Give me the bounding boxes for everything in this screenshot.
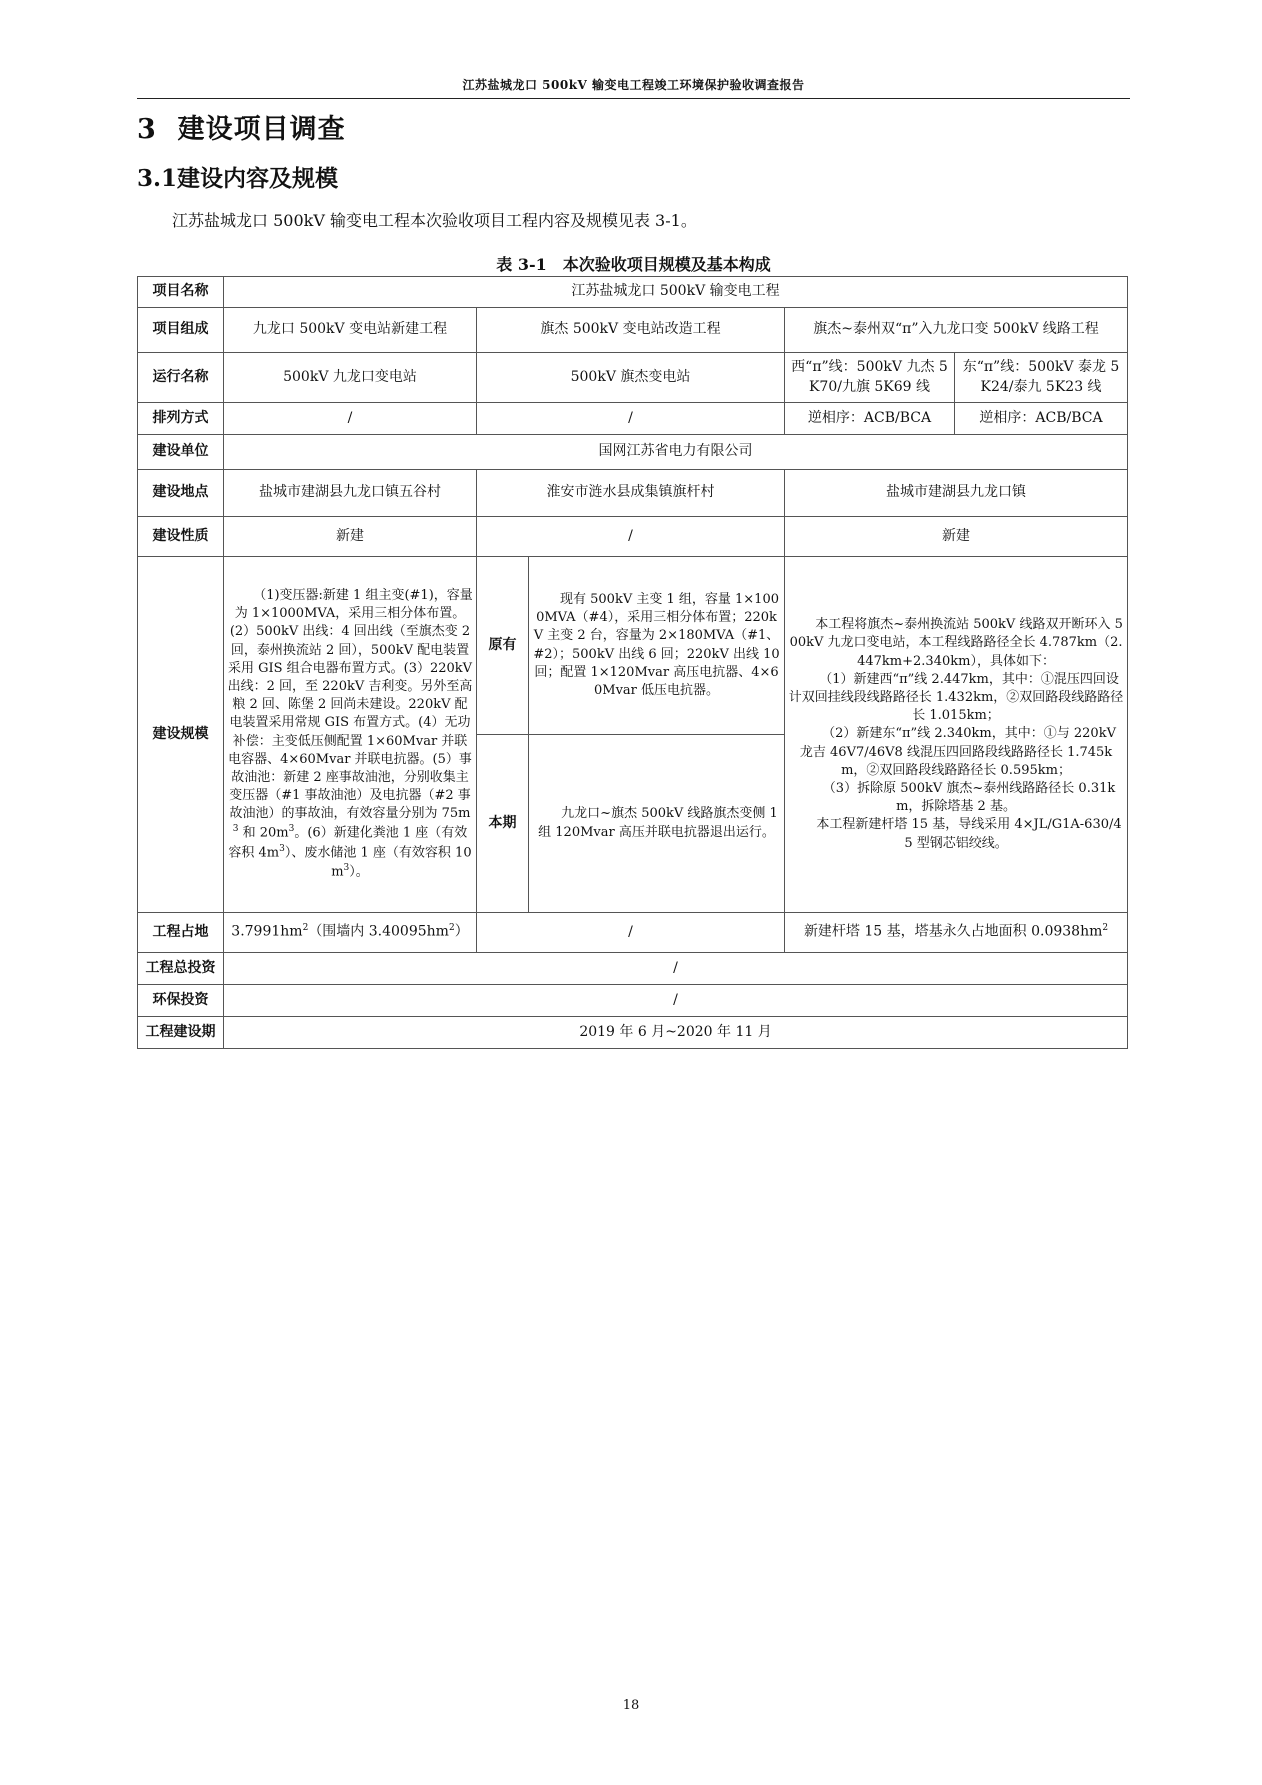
table-cell: 新建 [224, 517, 477, 557]
subsection-heading [137, 160, 338, 193]
cell-text: （围墙内 3.40095hm [308, 924, 449, 941]
new-substation-scale [224, 557, 477, 913]
cell-text: 新建杆塔 15 基，塔基永久占地面积 0.0938hm [803, 924, 1103, 941]
table-cell: 盐城市建湖县九龙口镇 [785, 470, 1128, 517]
superscript: 3 [288, 824, 295, 835]
superscript: 2 [1102, 923, 1109, 934]
table-caption: 表 3-1 本次验收项目规模及基本构成 [496, 255, 771, 274]
line-project-scale [785, 557, 1128, 913]
row-label: 工程建设期 [138, 1017, 224, 1049]
table-cell: / [224, 985, 1128, 1017]
superscript: 3 [343, 863, 350, 874]
row-label: 项目组成 [138, 308, 224, 353]
table-cell: 逆相序：ACB/BCA [785, 403, 955, 435]
project-name-value: 江苏盐城龙口 500kV 输变电工程 [224, 277, 1128, 308]
table-cell: 西“π”线：500kV 九杰 5K70/九旗 5K69 线 [785, 353, 955, 403]
table-cell: 九龙口 500kV 变电站新建工程 [224, 308, 477, 353]
cell-text: 3.7991hm [231, 924, 303, 941]
table-row [138, 308, 1128, 353]
scale-text: （2）新建东“π”线 2.340km，其中：①与 220kV 龙吉 46V7/46V8 线混压四回路段线路路径长 1.745km，②双回路段线路路径长 0.595km； [799, 726, 1116, 778]
running-header: 江苏盐城龙口 500kV 输变电工程竣工环境保护验收调查报告 [462, 78, 805, 92]
table-cell: 东“π”线：500kV 泰龙 5K24/泰九 5K23 线 [955, 353, 1128, 403]
table-row [138, 435, 1128, 470]
existing-scale [529, 557, 785, 735]
row-label: 排列方式 [138, 403, 224, 435]
intro-paragraph: 江苏盐城龙口 500kV 输变电工程本次验收项目工程内容及规模见表 3-1。 [172, 211, 697, 230]
table-cell: 500kV 九龙口变电站 [224, 353, 477, 403]
scale-text: （1）新建西“π”线 2.447km，其中：①混压四回设计双回挂线段线路路径长 1.432km，②双回路段线路路径长 1.015km； [788, 671, 1124, 724]
table-cell: / [224, 953, 1128, 985]
scale-text: ）。 [349, 864, 369, 880]
scale-text: （3）拆除原 500kV 旗杰~泰州线路路径长 0.31km，拆除塔基 2 基。 [822, 780, 1116, 815]
scale-text: 本工程将旗杰~泰州换流站 500kV 线路双开断环入 500kV 九龙口变电站，本工程线路路径全长 4.787km（2.447km+2.340km），具体如下： [789, 617, 1123, 669]
section-number: 3 [137, 114, 157, 145]
project-scale-table [137, 276, 1128, 1049]
row-label: 建设地点 [138, 470, 224, 517]
current-label: 本期 [477, 735, 529, 913]
row-label: 环保投资 [138, 985, 224, 1017]
section-heading [137, 107, 346, 146]
table-cell: / [477, 403, 785, 435]
table-row [138, 557, 1128, 735]
table-cell [785, 913, 1128, 953]
table-cell: 500kV 旗杰变电站 [477, 353, 785, 403]
superscript: 3 [232, 824, 239, 835]
subsection-number: 3.1 [137, 165, 178, 192]
table-cell: 盐城市建湖县九龙口镇五谷村 [224, 470, 477, 517]
cell-text: ） [454, 924, 469, 941]
scale-text: ）、废水储池 1 座（有效容积 10m [284, 845, 472, 880]
scale-text: 现有 500kV 主变 1 组，容量 1×1000MVA（#4），采用三相分体布置；220kV 主变 2 台，容量为 2×180MVA（#1、#2）；500kV 出线 6 回；220kV 出线 10 回；配置 1×120Mvar 高压电抗器、4×60Mvar 低压电抗器。 [533, 591, 780, 698]
scale-text: 和 20m [238, 825, 289, 841]
table-row [138, 470, 1128, 517]
row-label: 建设单位 [138, 435, 224, 470]
table-row [138, 353, 1128, 403]
table-cell: 逆相序：ACB/BCA [955, 403, 1128, 435]
table-cell: 新建 [785, 517, 1128, 557]
table-row [138, 985, 1128, 1017]
row-label: 运行名称 [138, 353, 224, 403]
row-label: 工程总投资 [138, 953, 224, 985]
table-cell: 旗杰 500kV 变电站改造工程 [477, 308, 785, 353]
row-label: 工程占地 [138, 913, 224, 953]
superscript: 2 [448, 923, 455, 934]
row-label: 项目名称 [138, 277, 224, 308]
table-cell: 淮安市涟水县成集镇旗杆村 [477, 470, 785, 517]
table-row [138, 403, 1128, 435]
superscript: 2 [302, 923, 309, 934]
table-row [138, 517, 1128, 557]
scale-text: 本工程新建杆塔 15 基，导线采用 4×JL/G1A-630/45 型钢芯铝绞线。 [816, 817, 1122, 851]
table-row [138, 277, 1128, 308]
table-cell: 国网江苏省电力有限公司 [224, 435, 1128, 470]
scale-text: 九龙口~旗杰 500kV 线路旗杰变侧 1 组 120Mvar 高压并联电抗器退出运行。 [538, 806, 778, 840]
table-cell [224, 913, 477, 953]
section-title: 建设项目调查 [177, 114, 346, 145]
table-cell: / [477, 913, 785, 953]
table-cell: 2019 年 6 月~2020 年 11 月 [224, 1017, 1128, 1049]
superscript: 3 [279, 843, 285, 854]
existing-label: 原有 [477, 557, 529, 735]
row-label: 建设性质 [138, 517, 224, 557]
table-cell: 旗杰~泰州双“π”入九龙口变 500kV 线路工程 [785, 308, 1128, 353]
scale-text: （1)变压器:新建 1 组主变(#1)，容量为 1×1000MVA，采用三相分体布置。(2）500kV 出线：4 回出线（至旗杰变 2 回，泰州换流站 2 回），500kV 配电装置采用 GIS 组合电器布置方式。(3）220kV 出线：2 回，至 220kV 吉利变。另外至高粮 2 回、陈堡 2 回尚未建设。220kV 配电装置采用常规 GIS 布置方式。(4）无功补偿：主变低压侧配置 1×60Mvar 并联电容器、4×60Mvar 并联电抗器。(5）事故油池：新建 2 座事故油池，分别收集主变压器（#1 事故油池）及电抗器（#2 事故油池）的事故油，有效容量分别为 75m [227, 588, 473, 822]
table-row [138, 953, 1128, 985]
page-number: 18 [622, 1698, 640, 1713]
row-label: 建设规模 [138, 557, 224, 913]
table-row [138, 1017, 1128, 1049]
header-rule [137, 98, 1130, 99]
table-cell: / [224, 403, 477, 435]
scale-text: 。(6）新建化粪池 1 座（有效容积 4m [228, 825, 468, 861]
table-row [138, 913, 1128, 953]
current-scale [529, 735, 785, 913]
subsection-title: 建设内容及规模 [177, 165, 339, 192]
table-cell: / [477, 517, 785, 557]
